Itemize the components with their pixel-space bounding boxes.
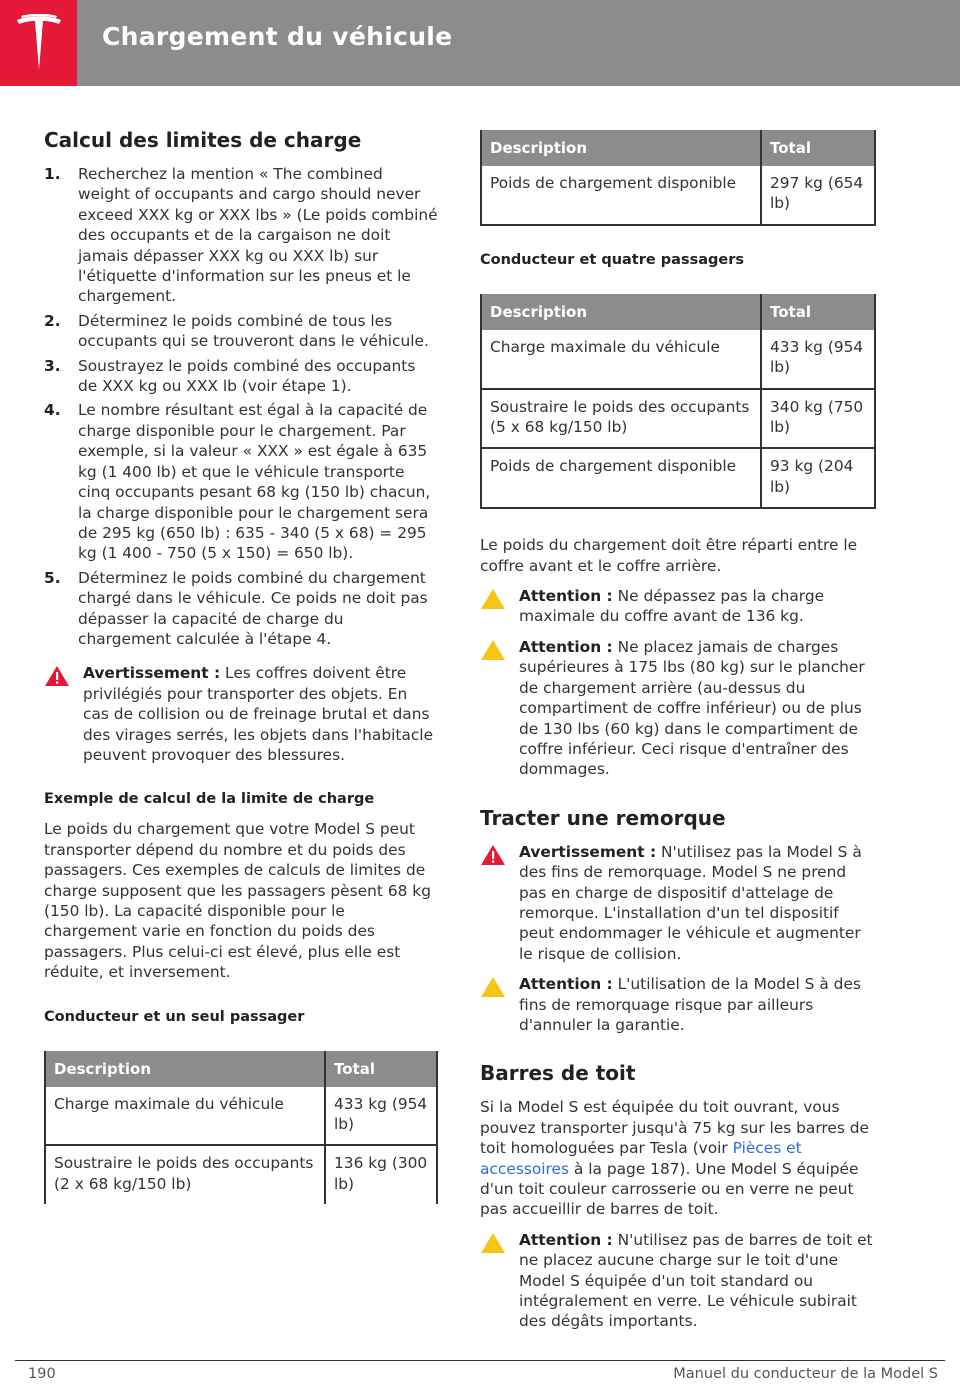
tesla-logo-icon (15, 14, 63, 72)
step-text: Soustrayez le poids combiné des occupants de XXX kg ou XXX lb (voir étape 1). (78, 356, 416, 396)
table-cell: Poids de chargement disponible (481, 166, 761, 225)
caution-label: Attention : (519, 975, 613, 994)
section-title-roof-rack: Barres de toit (480, 1061, 636, 1086)
table-cell: Poids de chargement disponible (481, 448, 761, 508)
step-text: Déterminez le poids combiné de tous les occupants qui se trouveront dans le véhicule. (78, 311, 429, 351)
caution-notice (480, 637, 876, 780)
caution-notice (480, 586, 876, 627)
warning-notice (480, 842, 876, 964)
warning-label: Avertissement : (83, 664, 221, 683)
table-row (45, 1087, 437, 1146)
warning-notice (44, 663, 438, 765)
accessories-link[interactable]: Pièces et accessoires (480, 1139, 802, 1178)
step-number: 5. (44, 568, 61, 587)
warning-icon (480, 842, 519, 964)
table-cell: Charge maximale du véhicule (481, 330, 761, 389)
caution-icon (480, 637, 519, 780)
caution-text: N'utilisez pas de barres de toit et ne placez aucune charge sur le toit d'une Model S équipée d'un toit standard ou intégralement en verre. Le véhicule subirait des dégâts importants. (519, 1230, 873, 1331)
table-cell: Soustraire le poids des occupants (5 x 68 kg/150 lb) (481, 389, 761, 449)
table-row (481, 448, 875, 508)
caution-label: Attention : (519, 637, 613, 656)
warning-text: Les coffres doivent être privilégiés pour transporter des objets. En cas de collision ou de freinage brutal et dans des virages serrés, les objets dans l'habitacle peuvent provoquer des blessures. (83, 664, 434, 764)
page-number: 190 (28, 1366, 56, 1382)
table-cell: 136 kg (300 lb) (325, 1145, 437, 1204)
column-header: Description (481, 294, 761, 330)
column-header: Description (481, 130, 761, 166)
tesla-logo (0, 0, 77, 86)
list-item (44, 400, 438, 563)
step-text: Le nombre résultant est égal à la capacité de charge disponible pour le chargement. Par exemple, si la valeur « XXX » est égale à 635 kg (1 400 lb) et que le véhicule transporte cinq occupants pesant 68 kg (150 lb) chacun, la charge disponible pour le chargement sera de 295 kg (650 lb) : 635 - 340 (5 x 68) = 295 kg (1 400 - 750 (5 x 150) = 650 lb). (78, 401, 431, 563)
caution-notice (480, 1230, 876, 1332)
table-cell: 433 kg (954 lb) (325, 1087, 437, 1146)
table-cell: 93 kg (204 lb) (761, 448, 875, 508)
column-header: Total (325, 1051, 437, 1087)
table-driver-one-passenger-continued (480, 130, 876, 226)
step-number: 4. (44, 401, 61, 420)
list-item (44, 164, 438, 307)
step-number: 3. (44, 356, 61, 375)
table1-title: Conducteur et un seul passager (44, 1008, 305, 1025)
table-cell: 433 kg (954 lb) (761, 330, 875, 389)
list-item (44, 568, 438, 650)
caution-icon (480, 1230, 519, 1332)
table-cell: 340 kg (750 lb) (761, 389, 875, 449)
roof-text-part: à la page 187). Une Model S équipée d'un toit couleur carrosserie ou en verre ne peut pas accueillir de barres de toit. (480, 1159, 859, 1219)
table-driver-one-passenger (44, 1051, 438, 1205)
warning-label: Avertissement : (519, 842, 657, 861)
table-row (45, 1145, 437, 1204)
caution-text: Ne dépassez pas la charge maximale du coffre avant de 136 kg. (519, 587, 825, 626)
column-header: Total (761, 130, 875, 166)
column-header: Total (761, 294, 875, 330)
right-column (480, 130, 876, 1332)
caution-text: Ne placez jamais de charges supérieures à 175 lbs (80 kg) sur le plancher de chargement arrière (au-dessus du compartiment de coffre inférieur) ou de plus de 130 lbs (60 kg) dans le compartiment de coffre inférieur. Ceci risque d'entraîner des dommages. (519, 637, 865, 779)
step-text: Recherchez la mention « The combined weight of occupants and cargo should never exceed XXX kg or XXX lbs » (Le poids combiné des occupants et de la cargaison ne doit jamais dépasser XXX kg ou XXX lb) sur l'étiquette d'information sur les pneus et le chargement. (78, 165, 438, 306)
left-column (44, 128, 438, 1204)
caution-notice (480, 974, 876, 1035)
table-row (481, 166, 875, 225)
table-cell: Soustraire le poids des occupants (2 x 68 kg/150 lb) (45, 1145, 325, 1204)
table-driver-four-passengers (480, 294, 876, 509)
table-row (481, 389, 875, 449)
step-number: 1. (44, 165, 61, 183)
caution-label: Attention : (519, 587, 613, 606)
column-header: Description (45, 1051, 325, 1087)
table-row (481, 330, 875, 389)
roof-text-part: Si la Model S est équipée du toit ouvrant, vous pouvez transporter jusqu'à 75 kg sur les barres de toit homologuées par Tesla (voir (480, 1098, 869, 1158)
caution-text: L'utilisation de la Model S à des fins de remorquage risque par ailleurs d'annuler la garantie. (519, 975, 861, 1034)
page-title: Chargement du véhicule (102, 22, 453, 51)
step-text: Déterminez le poids combiné du chargement chargé dans le véhicule. Ce poids ne doit pas dépasser la capacité de charge du chargement calculée à l'étape 4. (78, 568, 428, 648)
roof-text (480, 1097, 876, 1219)
list-item (44, 356, 438, 397)
example-title: Exemple de calcul de la limite de charge (44, 791, 375, 808)
footer-divider (15, 1360, 945, 1361)
warning-text: N'utilisez pas la Model S à des fins de remorquage. Model S ne prend pas en charge de dispositif d'attelage de remorque. L'installation d'un tel dispositif peut endommager le véhicule et augmenter le risque de collision. (519, 842, 862, 963)
table-cell: 297 kg (654 lb) (761, 166, 875, 225)
caution-icon (480, 586, 519, 627)
page-header (0, 0, 960, 86)
warning-icon (44, 663, 83, 765)
caution-label: Attention : (519, 1230, 613, 1249)
list-item (44, 311, 438, 352)
section-title-towing: Tracter une remorque (480, 805, 726, 830)
caution-icon (480, 974, 519, 1035)
steps-list (44, 164, 438, 649)
table-cell: Charge maximale du véhicule (45, 1087, 325, 1146)
example-text: Le poids du chargement que votre Model S peut transporter dépend du nombre et du poids des passagers. Ces exemples de calculs de limites de charge supposent que les passagers pèsent 68 kg (150 lb). La capacité disponible pour le chargement varie en fonction du poids des passagers. Plus celui-ci est élevé, plus elle est réduite, et inversement. (44, 820, 431, 982)
section-title-load-limits: Calcul des limites de charge (44, 128, 362, 152)
footer-manual-title: Manuel du conducteur de la Model S (673, 1366, 938, 1382)
table2-title: Conducteur et quatre passagers (480, 251, 744, 268)
distribution-text: Le poids du chargement doit être réparti entre le coffre avant et le coffre arrière. (480, 536, 858, 575)
step-number: 2. (44, 311, 61, 330)
